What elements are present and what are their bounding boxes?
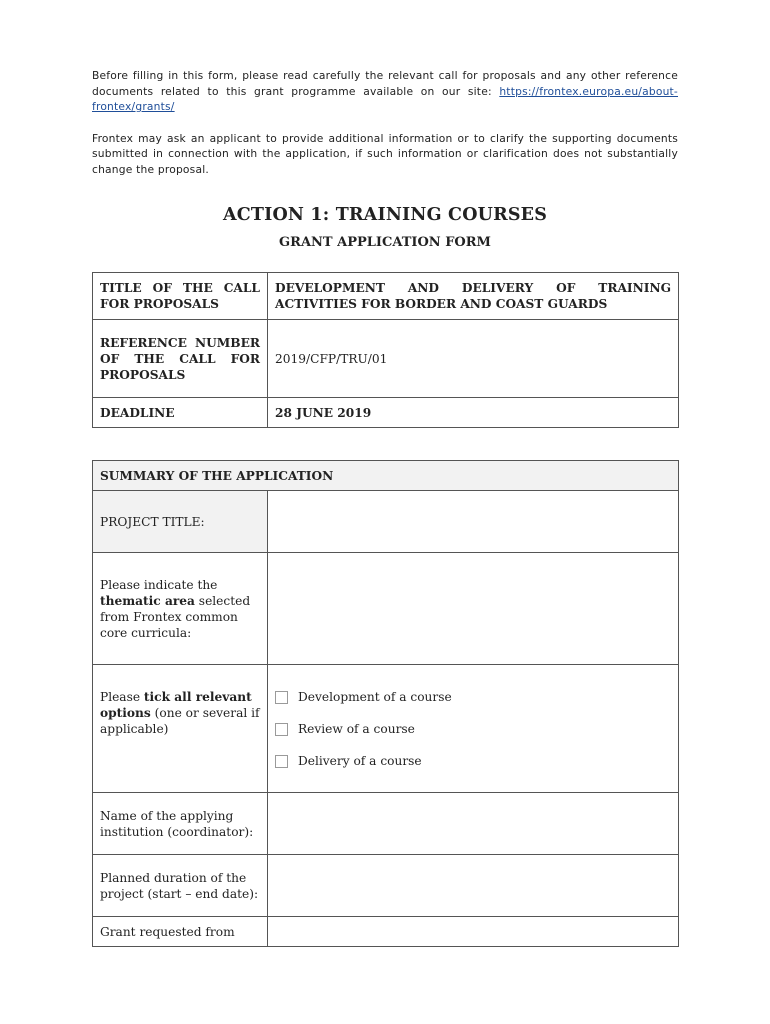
- thematic-area-row: [93, 553, 679, 665]
- summary-header-row: [93, 461, 679, 491]
- call-info-table: [92, 272, 679, 428]
- option-development[interactable]: [275, 681, 671, 713]
- document-page: [92, 68, 678, 947]
- option-delivery-label: Delivery of a course: [298, 754, 422, 768]
- options-row: [93, 665, 679, 793]
- reference-value: 2019/CFP/TRU/01: [268, 320, 679, 398]
- grant-label: Grant requested from: [93, 917, 268, 947]
- thematic-area-field[interactable]: [268, 553, 679, 665]
- reference-row: [93, 320, 679, 398]
- summary-table: [92, 460, 679, 947]
- deadline-label: DEADLINE: [93, 398, 268, 428]
- grants-link[interactable]: https://frontex.europa.eu/about-frontex/grants/: [92, 84, 678, 113]
- institution-row: [93, 793, 679, 855]
- project-title-row: [93, 491, 679, 553]
- duration-label: Planned duration of the project (start – end date):: [93, 855, 268, 917]
- institution-field[interactable]: [268, 793, 679, 855]
- checkbox-delivery[interactable]: [275, 755, 288, 768]
- summary-header: SUMMARY OF THE APPLICATION: [93, 461, 679, 491]
- option-development-label: Development of a course: [298, 690, 452, 704]
- grant-field[interactable]: [268, 917, 679, 947]
- option-delivery[interactable]: [275, 745, 671, 777]
- deadline-row: [93, 398, 679, 428]
- reference-label: REFERENCE NUMBER OF THE CALL FOR PROPOSALS: [93, 320, 268, 398]
- deadline-value: 28 JUNE 2019: [268, 398, 679, 428]
- options-cell: [268, 665, 679, 793]
- project-title-label: PROJECT TITLE:: [93, 491, 268, 553]
- duration-field[interactable]: [268, 855, 679, 917]
- intro-paragraph-1: [92, 68, 678, 115]
- institution-label: Name of the applying institution (coordinator):: [93, 793, 268, 855]
- thematic-area-label: Please indicate the thematic area selected from Frontex common core curricula:: [93, 553, 268, 665]
- option-review[interactable]: [275, 713, 671, 745]
- checkbox-review[interactable]: [275, 723, 288, 736]
- checkbox-development[interactable]: [275, 691, 288, 704]
- call-title-value: DEVELOPMENT AND DELIVERY OF TRAINING ACTIVITIES FOR BORDER AND COAST GUARDS: [268, 273, 679, 320]
- option-review-label: Review of a course: [298, 722, 415, 736]
- intro-text: Before filling in this form, please read carefully the relevant call for proposals and any other reference documents related to this grant programme available on our site:: [92, 69, 678, 98]
- grant-row: [93, 917, 679, 947]
- intro-paragraph-2: Frontex may ask an applicant to provide additional information or to clarify the supporting documents submitted in connection with the application, if such information or clarification does not substantially change the proposal.: [92, 131, 678, 176]
- duration-row: [93, 855, 679, 917]
- project-title-field[interactable]: [268, 491, 679, 553]
- form-main-title: ACTION 1: TRAINING COURSES: [222, 205, 548, 225]
- options-label: Please tick all relevant options (one or several if applicable): [93, 665, 268, 793]
- form-subtitle: GRANT APPLICATION FORM: [279, 235, 491, 250]
- call-title-row: [93, 273, 679, 320]
- call-title-label: TITLE OF THE CALL FOR PROPOSALS: [93, 273, 268, 320]
